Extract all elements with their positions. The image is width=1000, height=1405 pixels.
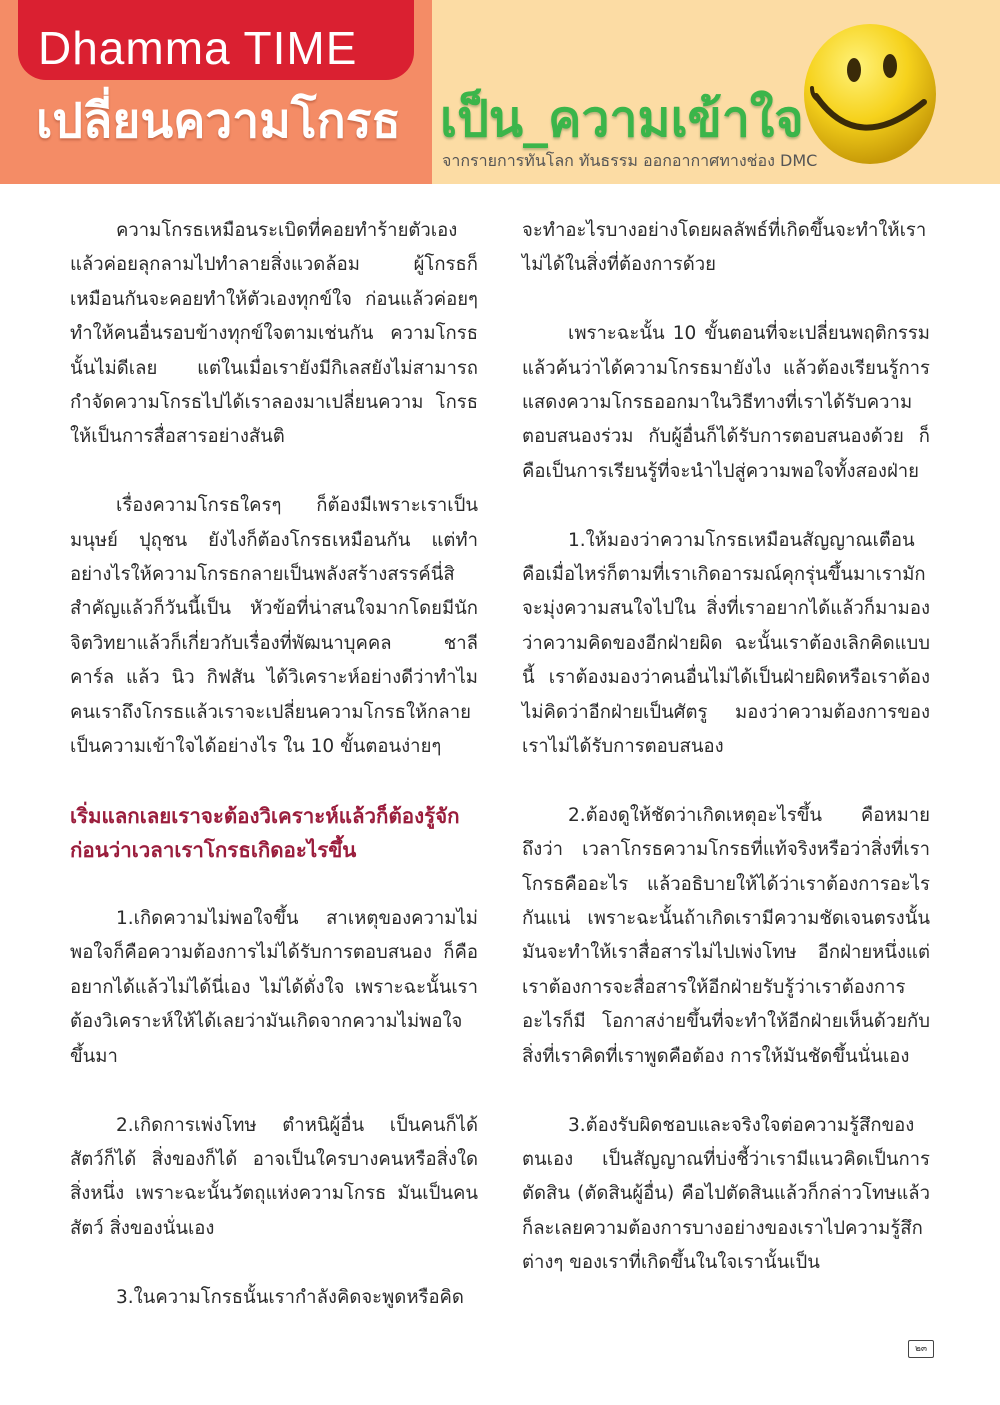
- article-subtitle: จากรายการทันโลก ทันธรรม ออกอากาศทางช่อง DMC: [442, 151, 818, 170]
- section-heading: เริ่มแลกเลยเราจะต้องวิเคราะห์แล้วก็ต้องรู้จักก่อนว่าเวลาเราโกรธเกิดอะไรขึ้น: [70, 803, 460, 863]
- paragraph: 1.ให้มองว่าความโกรธเหมือนสัญญาณเตือน คือเมื่อไหร่ก็ตามที่เราเกิดอารมณ์คุกรุ่นขึ้นมาเรามักจะมุ่งความสนใจไปใน สิ่งที่เราอยากได้แล้วก็มามองว่าความคิดของอีกฝ่ายผิด ฉะนั้นเราต้องเลิกคิดแบบนี้ เราต้องมองว่าคนอื่นไม่ได้เป็นฝ่ายผิดหรือเราต้องไม่คิดว่าอีกฝ่ายเป็นศัตรู มองว่าความต้องการของเราไม่ได้รับการตอบสนอง: [522, 529, 930, 758]
- paragraph: เพราะฉะนั้น 10 ขั้นตอนที่จะเปลี่ยนพฤติกรรมแล้วค้นว่าได้ความโกรธมายังไง แล้วต้องเรียนรู้การแสดงความโกรธออกมาในวิธีทางที่เราได้รับความตอบสนองร่วม กับผู้อื่นก็ได้รับการตอบสนองด้วย ก็คือเป็นการเรียนรู้ที่จะนำไปสู่ความพอใจทั้งสองฝ่าย: [522, 323, 930, 482]
- paragraph: เรื่องความโกรธใครๆ ก็ต้องมีเพราะเราเป็นมนุษย์ ปุถุชน ยังไงก็ต้องโกรธเหมือนกัน แต่ทำอย่างไรให้ความโกรธกลายเป็นพลังสร้างสรรค์นี่สิสำคัญแล้วก็วันนี้เป็น หัวข้อที่น่าสนใจมากโดยมีนักจิตวิทยาแล้วก็เกี่ยวกับเรื่องที่พัฒนาบุคคล ชาลี คาร์ล แล้ว นิว กิฟสัน ได้วิเคราะห์อย่างดีว่าทำไมคนเราถึงโกรธแล้วเราจะเปลี่ยนความโกรธให้กลาย เป็นความเข้าใจได้อย่างไร ใน 10 ขั้นตอนง่ายๆ: [70, 495, 478, 758]
- article-title-part2: เป็น_ความเข้าใจ: [440, 90, 804, 148]
- paragraph: 1.เกิดความไม่พอใจขึ้น สาเหตุของความไม่พอใจก็คือความต้องการไม่ได้รับการตอบสนอง ก็คืออยากได้แล้วไม่ได้นี่เอง ไม่ได้ดั่งใจ เพราะฉะนั้นเราต้องวิเคราะห์ให้ได้เลยว่ามันเกิดจากความไม่พอใจขึ้นมา: [70, 908, 478, 1067]
- brand-title: Dhamma TIME: [38, 22, 358, 74]
- left-column: [70, 214, 478, 1315]
- paragraph: 2.เกิดการเพ่งโทษ ตำหนิผู้อื่น เป็นคนก็ได้ สัตว์ก็ได้ สิ่งของก็ได้ อาจเป็นใครบางคนหรือสิ่งใดสิ่งหนึ่ง เพราะฉะนั้นวัตถุแห่งความโกรธ มันเป็นคน สัตว์ สิ่งของนั่นเอง: [70, 1114, 478, 1239]
- paragraph: 3.ต้องรับผิดชอบและจริงใจต่อความรู้สึกของตนเอง เป็นสัญญาณที่บ่งชี้ว่าเรามีแนวคิดเป็นการตัดสิน (ตัดสินผู้อื่น) คือไปตัดสินแล้วก็กล่าวโทษแล้วก็ละเลยความต้องการบางอย่างของเราไปความรู้สึกต่างๆ ของเราที่เกิดขึ้นในใจเรานั้นเป็น: [522, 1114, 930, 1274]
- header-banner: [0, 0, 1000, 184]
- right-column: [522, 214, 930, 1281]
- smiley-face-icon: [798, 18, 938, 168]
- article-title-part1: เปลี่ยนความโกรธ: [36, 93, 401, 149]
- paragraph: จะทำอะไรบางอย่างโดยผลลัพธ์ที่เกิดขึ้นจะทำให้เราไม่ได้ในสิ่งที่ต้องการด้วย: [522, 220, 927, 276]
- paragraph: 3.ในความโกรธนั้นเรากำลังคิดจะพูดหรือคิด: [116, 1286, 464, 1308]
- page-number: ๒๓: [908, 1340, 934, 1358]
- paragraph: ความโกรธเหมือนระเบิดที่คอยทำร้ายตัวเอง แล้วค่อยลุกลามไปทำลายสิ่งแวดล้อม ผู้โกรธก็เหมือนกันจะคอยทำให้ตัวเองทุกข์ใจ ก่อนแล้วค่อยๆทำให้คนอื่นรอบข้างทุกข์ใจตามเช่นกัน ความโกรธนั้นไม่ดีเลย แต่ในเมื่อเรายังมีกิเลสยังไม่สามารถกำจัดความโกรธไปได้เราลองมาเปลี่ยนความ โกรธให้เป็นการสื่อสารอย่างสันติ: [70, 220, 478, 448]
- paragraph: 2.ต้องดูให้ชัดว่าเกิดเหตุอะไรขึ้น คือหมายถึงว่า เวลาโกรธความโกรธที่แท้จริงหรือว่าสิ่งที่เราโกรธคืออะไร แล้วอธิบายให้ได้ว่าเราต้องการอะไรกันแน่ เพราะฉะนั้นถ้าเกิดเรามีความชัดเจนตรงนั้นมันจะทำให้เราสื่อสารไม่ไปเพ่งโทษ อีกฝ่ายหนึ่งแต่เราต้องการจะสื่อสารให้อีกฝ่ายรับรู้ว่าเราต้องการอะไรก็มี โอกาสง่ายขึ้นที่จะทำให้อีกฝ่ายเห็นด้วยกับสิ่งที่เราคิดที่เราพูดคือต้อง การให้มันชัดขึ้นนั่นเอง: [522, 804, 930, 1067]
